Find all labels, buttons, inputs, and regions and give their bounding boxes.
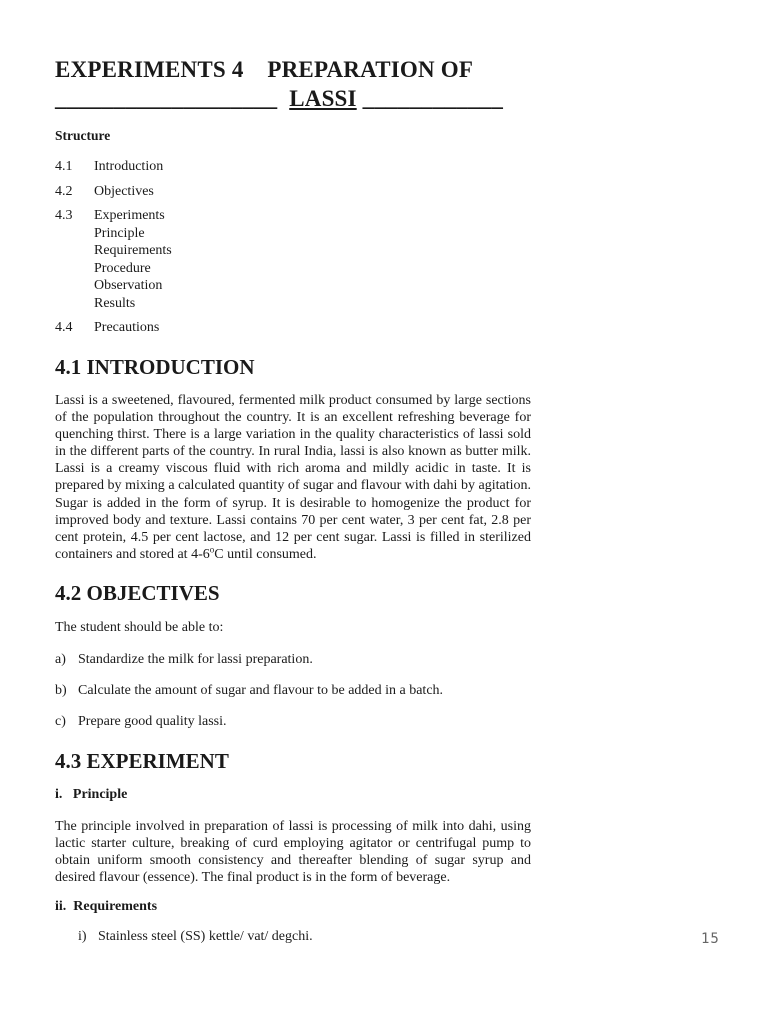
toc-subitem-procedure: Procedure bbox=[94, 261, 151, 276]
introduction-body: Lassi is a sweetened, flavoured, fermented milk product consumed by large sections of the population throughout the country. It is an excellent refreshing beverage for quenching thirst. There is a large variation in the quality characteristics of lassi sold in the different parts of the country. In rural India, lassi is also known as butter milk. Lassi is a creamy viscous fluid with rich aroma and mildly acidic in taste. It is prepared by mixing a calculated quantity of sugar and flavour with dahi by agitation. Sugar is added in the form of syrup. It is desirable to homogenize the product for improved body and texture. Lassi contains 70 per cent water, 3 per cent fat, 2.8 per cent protein, 4.5 per cent lactose, and 12 per cent sugar. Lassi is filled in sterilized containers and stored at 4-6 bbox=[55, 393, 531, 562]
principle-paragraph: The principle involved in preparation of lassi is processing of milk into dahi, using lactic starter culture, breaking of curd employing agitator or centrifugal pump to obtain uniform smooth consistency and thereafter blending of sugar syrup and desired flavour (essence). The final product is in the form of beverage. bbox=[55, 819, 531, 886]
toc-number: 4.2 bbox=[55, 184, 73, 199]
toc-item-experiments: Experiments bbox=[94, 208, 165, 223]
toc-item-objectives: Objectives bbox=[94, 184, 154, 199]
page-title-line1: EXPERIMENTS 4 PREPARATION OF bbox=[55, 57, 474, 82]
title-blank-left: ___________________ bbox=[55, 86, 278, 111]
degree-superscript: o bbox=[209, 544, 215, 555]
toc-number: 4.1 bbox=[55, 159, 73, 174]
toc-number: 4.3 bbox=[55, 208, 73, 223]
section-heading-objectives: 4.2 OBJECTIVES bbox=[55, 581, 220, 605]
introduction-paragraph bbox=[55, 392, 531, 563]
requirement-text: Stainless steel (SS) kettle/ vat/ degchi. bbox=[98, 929, 313, 944]
objective-item bbox=[55, 652, 313, 668]
objectives-intro: The student should be able to: bbox=[55, 620, 224, 635]
title-lassi: LASSI bbox=[289, 86, 357, 111]
objective-text: Prepare good quality lassi. bbox=[78, 714, 227, 729]
toc-number: 4.4 bbox=[55, 320, 73, 335]
objective-text: Standardize the milk for lassi preparation. bbox=[78, 652, 313, 667]
page-title-line2 bbox=[55, 86, 503, 112]
objective-marker: a) bbox=[55, 652, 66, 667]
objective-text: Calculate the amount of sugar and flavour to be added in a batch. bbox=[78, 683, 444, 698]
toc-item-precautions: Precautions bbox=[94, 320, 160, 335]
toc-subitem-requirements: Requirements bbox=[94, 243, 172, 258]
requirements-heading: ii. Requirements bbox=[55, 899, 158, 914]
title-blank-right: ____________ bbox=[362, 86, 504, 111]
toc-subitem-observation: Observation bbox=[94, 278, 163, 293]
objective-item bbox=[55, 683, 443, 699]
objective-marker: b) bbox=[55, 683, 67, 698]
toc-subitem-principle: Principle bbox=[94, 226, 145, 241]
structure-heading: Structure bbox=[55, 128, 111, 143]
objective-item bbox=[55, 714, 227, 730]
requirement-marker: i) bbox=[78, 929, 87, 944]
section-heading-introduction: 4.1 INTRODUCTION bbox=[55, 355, 255, 379]
requirement-item bbox=[78, 929, 313, 945]
objective-marker: c) bbox=[55, 714, 66, 729]
toc-subitem-results: Results bbox=[94, 296, 136, 311]
principle-heading: i. Principle bbox=[55, 787, 128, 802]
section-heading-experiment: 4.3 EXPERIMENT bbox=[55, 749, 229, 773]
introduction-body-end: C until consumed. bbox=[214, 546, 317, 562]
toc-item-introduction: Introduction bbox=[94, 159, 164, 174]
page-number: 15 bbox=[701, 931, 720, 947]
